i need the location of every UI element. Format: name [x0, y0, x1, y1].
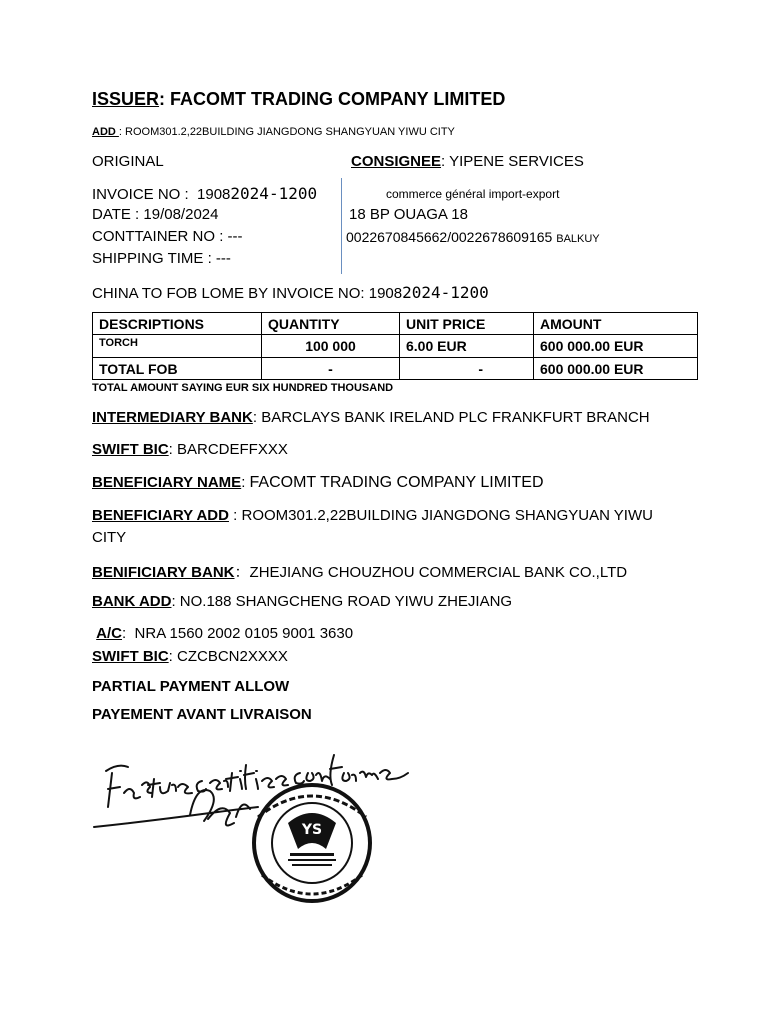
- beneficiary-address-cont: CITY: [92, 529, 127, 546]
- row-quantity: 100 000: [262, 335, 400, 358]
- route-line: [92, 283, 489, 302]
- table-row: [93, 335, 698, 358]
- term-payment-before-delivery: PAYEMENT AVANT LIVRAISON: [92, 706, 312, 723]
- header-unit-price: UNIT PRICE: [400, 313, 534, 335]
- account-number: A/C: NRA 1560 2002 0105 9001 3630: [96, 625, 354, 642]
- svg-text:YS: YS: [301, 822, 323, 838]
- column-divider: [341, 178, 342, 274]
- handwriting-facture-certifiee-conforme: [94, 755, 408, 827]
- intermediary-bank-value: BARCLAYS BANK IRELAND PLC FRANKFURT BRANCH: [261, 409, 650, 426]
- consignee-phones-numbers: 0022670845662/0022678609165: [346, 229, 553, 245]
- beneficiary-name-value: FACOMT TRADING COMPANY LIMITED: [249, 474, 544, 491]
- issuer-line: ISSUER: FACOMT TRADING COMPANY LIMITED: [92, 89, 506, 109]
- total-label: TOTAL FOB: [93, 358, 262, 380]
- issuer-name: FACOMT TRADING COMPANY LIMITED: [170, 89, 506, 109]
- consignee-label: CONSIGNEE: [351, 153, 442, 170]
- beneficiary-add-value: ROOM301.2,22BUILDING JIANGDONG SHANGYUAN YIWU: [241, 507, 653, 524]
- beneficiary-bank: [92, 561, 627, 582]
- term-partial-payment: PARTIAL PAYMENT ALLOW: [92, 678, 290, 695]
- consignee-name: YIPENE SERVICES: [449, 153, 584, 170]
- route-invoice-suffix: 2024-1200: [402, 283, 489, 302]
- swift2-value: CZCBCN2XXXX: [177, 648, 288, 665]
- header-amount: AMOUNT: [534, 313, 698, 335]
- consignee-location: BALKUY: [556, 233, 600, 245]
- invoice-table: [92, 312, 698, 380]
- issuer-address: ADD : ROOM301.2,22BUILDING JIANGDONG SHANGYUAN YIWU CITY: [92, 126, 455, 138]
- table-total-row: [93, 358, 698, 380]
- ac-label: A/C: [96, 625, 123, 642]
- swift2-label: SWIFT BIC: [92, 648, 169, 665]
- route-text: CHINA TO FOB LOME BY INVOICE NO: 1908: [92, 285, 403, 302]
- bank-add-value: NO.188 SHANGCHENG ROAD YIWU ZHEJIANG: [179, 593, 513, 610]
- row-unit-price: 6.00 EUR: [400, 335, 534, 358]
- intermediary-bank: INTERMEDIARY BANK: BARCLAYS BANK IRELAND PLC FRANKFURT BRANCH: [92, 409, 650, 426]
- container-no: CONTTAINER NO : ---: [92, 228, 243, 245]
- beneficiary-bank-label: BENIFICIARY BANK: [92, 564, 235, 581]
- bank-add-label: BANK ADD: [92, 593, 172, 610]
- beneficiary-bank-value: ZHEJIANG CHOUZHOU COMMERCIAL BANK CO.,LTD: [249, 564, 628, 581]
- amount-in-words: TOTAL AMOUNT SAYING EUR SIX HUNDRED THOUSAND: [92, 382, 394, 394]
- consignee-po-box: 18 BP OUAGA 18: [349, 206, 468, 223]
- invoice-date: DATE : 19/08/2024: [92, 206, 219, 223]
- beneficiary-address: BENEFICIARY ADD : ROOM301.2,22BUILDING JIANGDONG SHANGYUAN YIWU: [92, 507, 653, 524]
- table-header-row: [93, 313, 698, 335]
- swift-bic-intermediary: SWIFT BIC: BARCDEFFXXX: [92, 441, 288, 458]
- add-value: ROOM301.2,22BUILDING JIANGDONG SHANGYUAN YIWU CITY: [125, 126, 455, 138]
- row-description: TORCH: [93, 335, 262, 358]
- invoice-no-suffix: 2024-1200: [230, 184, 318, 203]
- swift1-label: SWIFT BIC: [92, 441, 169, 458]
- swift-bic-beneficiary: SWIFT BIC: CZCBCN2XXXX: [92, 648, 288, 665]
- intermediary-bank-label: INTERMEDIARY BANK: [92, 409, 253, 426]
- add-label: ADD: [92, 126, 119, 138]
- ac-value: NRA 1560 2002 0105 9001 3630: [134, 625, 354, 642]
- consignee-phones: [346, 229, 600, 245]
- invoice-no-prefix: 1908: [197, 186, 231, 203]
- header-descriptions: DESCRIPTIONS: [93, 313, 262, 335]
- row-amount: 600 000.00 EUR: [534, 335, 698, 358]
- shipping-time: SHIPPING TIME : ---: [92, 250, 231, 267]
- original-label: ORIGINAL: [92, 153, 164, 170]
- total-quantity: -: [262, 358, 400, 380]
- company-seal: [254, 785, 370, 901]
- total-amount: 600 000.00 EUR: [534, 358, 698, 380]
- consignee-activity: commerce général import-export: [386, 187, 560, 201]
- header-quantity: QUANTITY: [262, 313, 400, 335]
- issuer-label: ISSUER: [92, 89, 160, 109]
- invoice-no: [92, 184, 317, 203]
- invoice-no-label: INVOICE NO :: [92, 186, 189, 203]
- beneficiary-name-label: BENEFICIARY NAME: [92, 474, 242, 491]
- total-unit-price: -: [400, 358, 534, 380]
- certification-stamp: [90, 735, 420, 907]
- beneficiary-add-label: BENEFICIARY ADD: [92, 507, 229, 524]
- consignee-line: CONSIGNEE: YIPENE SERVICES: [351, 153, 584, 170]
- bank-address: BANK ADD: NO.188 SHANGCHENG ROAD YIWU ZHEJIANG: [92, 593, 513, 610]
- beneficiary-name: BENEFICIARY NAME: FACOMT TRADING COMPANY LIMITED: [92, 474, 544, 491]
- beneficiary-bank-separator: ：: [234, 564, 250, 581]
- swift1-value: BARCDEFFXXX: [177, 441, 288, 458]
